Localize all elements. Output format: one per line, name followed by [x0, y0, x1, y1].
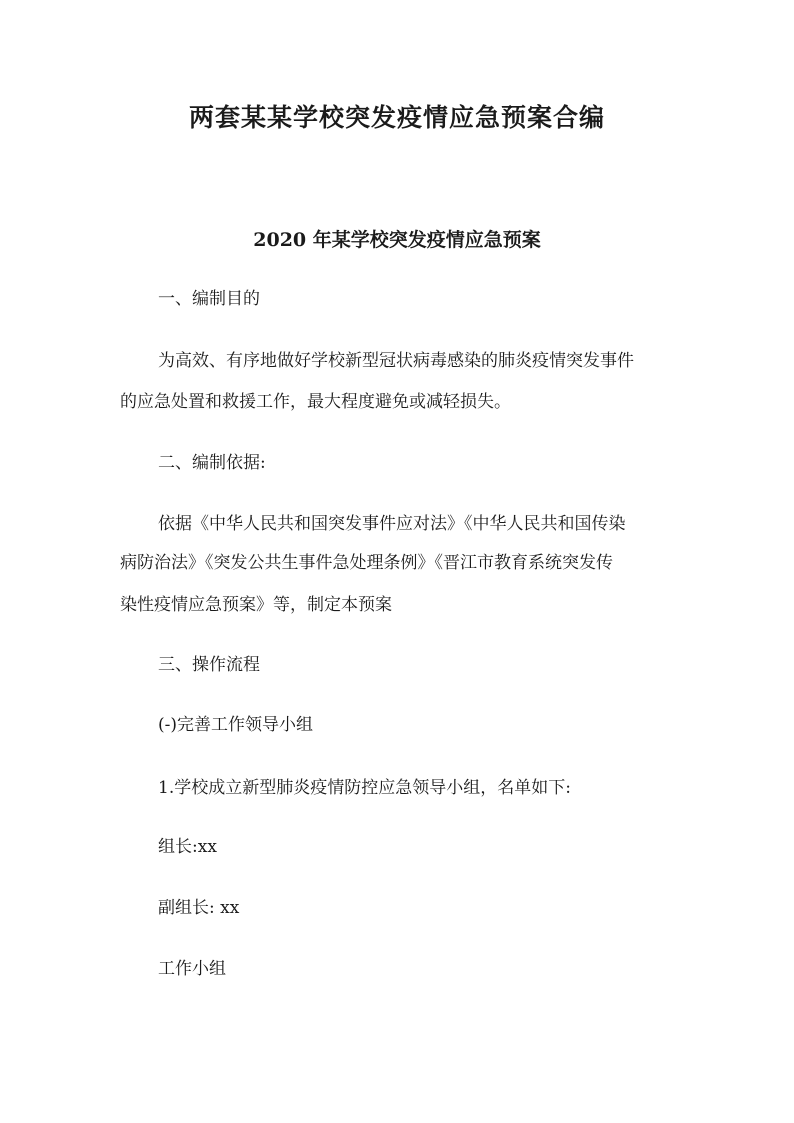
paragraph-basis-line-1: 依据《中华人民共和国突发事件应对法》《中华人民共和国传染	[158, 514, 626, 534]
heading-basis: 二、编制依据:	[158, 453, 266, 473]
heading-procedure: 三、操作流程	[158, 655, 260, 675]
section-title: 2020 年某学校突发疫情应急预案	[253, 229, 541, 251]
paragraph-basis-line-2: 病防治法》《突发公共生事件急处理条例》《晋江市教育系统突发传	[120, 553, 613, 573]
heading-purpose: 一、编制目的	[158, 289, 260, 309]
group-leader-line: 组长:xx	[158, 837, 217, 857]
document-title: 两套某某学校突发疫情应急预案合编	[188, 103, 605, 132]
deputy-leader-line: 副组长: xx	[158, 898, 240, 918]
paragraph-purpose-line-1: 为高效、有序地做好学校新型冠状病毒感染的肺炎疫情突发事件	[158, 351, 634, 371]
item-group-established: 1.学校成立新型肺炎疫情防控应急领导小组，名单如下:	[158, 778, 571, 798]
subheading-leadership-group: (-)完善工作领导小组	[158, 715, 314, 735]
paragraph-purpose-line-2: 的应急处置和救援工作，最大程度避免或减轻损失。	[120, 392, 511, 412]
working-group-line: 工作小组	[158, 959, 226, 979]
paragraph-basis-line-3: 染性疫情应急预案》等，制定本预案	[120, 595, 392, 615]
